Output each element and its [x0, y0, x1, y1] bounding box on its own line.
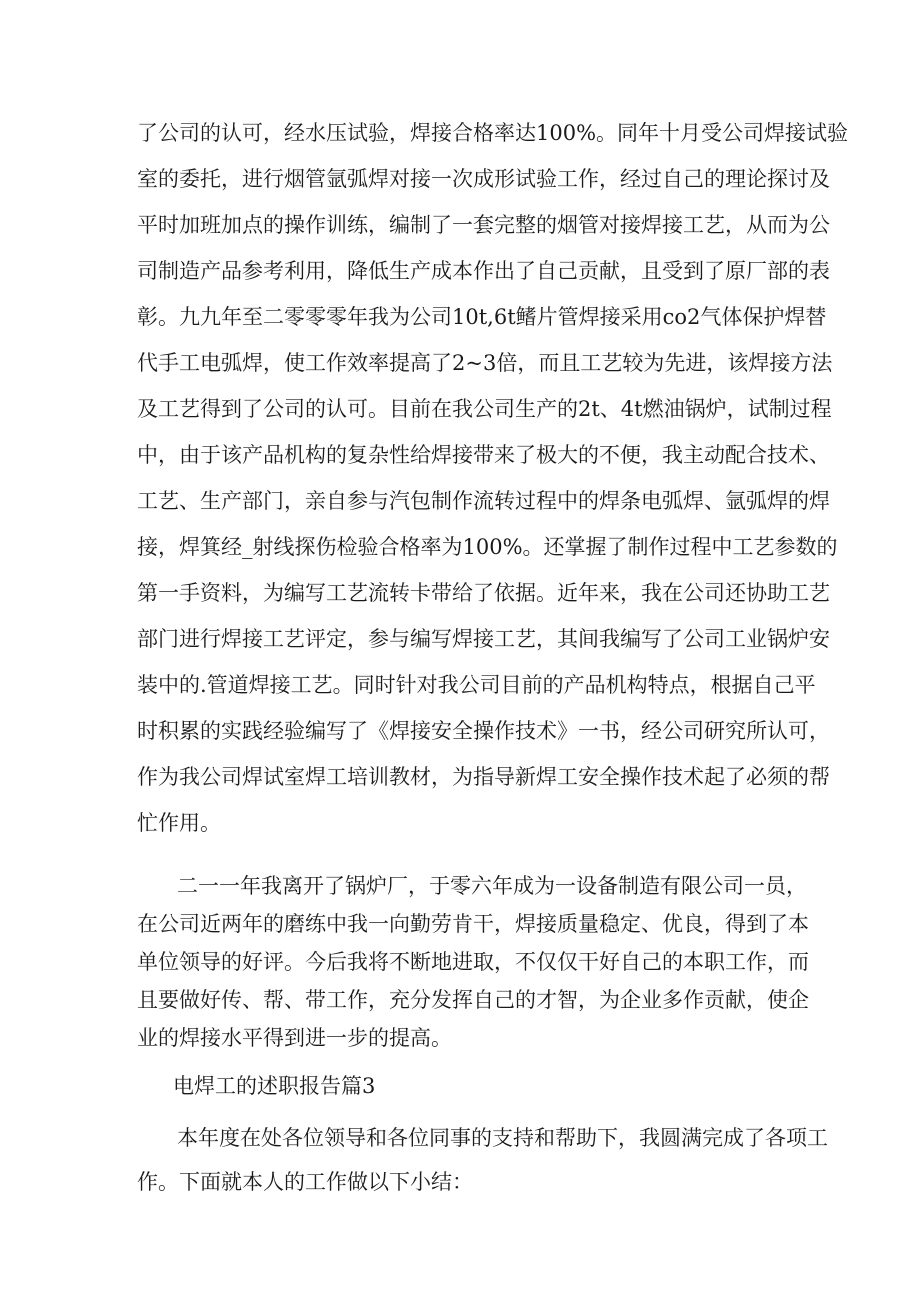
text-line: 接，焊箕经_射线探伤检验合格率为100%。还掌握了制作过程中工艺参数的	[137, 535, 838, 559]
text-line: 业的焊接水平得到进一步的提高。	[137, 1026, 452, 1050]
text-line: 室的委托，进行烟管氩弧焊对接一次成形试验工作，经过自己的理论探讨及	[137, 167, 830, 191]
text-line: 时积累的实践经验编写了《焊接安全操作技术》一书，经公司研究所认可，	[137, 719, 830, 743]
text-line: 司制造产品参考利用，降低生产成本作出了自己贡献，且受到了原厂部的表	[137, 259, 830, 283]
text-line: 部门进行焊接工艺评定，参与编写焊接工艺，其间我编写了公司工业锅炉安	[137, 627, 830, 651]
text-line: 了公司的认可，经水压试验，焊接合格率达100%。同年十月受公司焊接试验	[137, 121, 849, 145]
text-line: 本年度在处各位领导和各位同事的支持和帮助下，我圆满完成了各项工	[177, 1126, 828, 1150]
text-line: 及工艺得到了公司的认可。目前在我公司生产的2t、4t燃油锅炉，试制过程	[137, 397, 832, 421]
text-line: 代手工电弧焊，使工作效率提高了2~3倍，而且工艺较为先进，该焊接方法	[137, 351, 833, 375]
text-line: 工艺、生产部门，亲自参与汽包制作流转过程中的焊条电弧焊、氩弧焊的焊	[137, 489, 830, 513]
text-line: 在公司近两年的磨练中我一向勤劳肯干，焊接质量稳定、优良，得到了本	[137, 912, 809, 936]
text-line: 且要做好传、帮、带工作，充分发挥自己的才智，为企业多作贡献，使企	[137, 988, 809, 1012]
text-line: 装中的.管道焊接工艺。同时针对我公司目前的产品机构特点，根据自己平	[137, 673, 816, 697]
text-line: 彰。九九年至二零零零年我为公司10t,6t鳍片管焊接采用co2气体保护焊替	[137, 305, 827, 329]
text-line: 中，由于该产品机构的复杂性给焊接带来了极大的不便，我主动配合技术、	[137, 443, 830, 467]
text-line: 单位领导的好评。今后我将不断地进取，不仅仅干好自己的本职工作，而	[137, 950, 809, 974]
text-line: 平时加班加点的操作训练，编制了一套完整的烟管对接焊接工艺，从而为公	[137, 213, 830, 237]
text-line: 第一手资料，为编写工艺流转卡带给了依据。近年来，我在公司还协助工艺	[137, 581, 830, 605]
text-line: 二一一年我离开了锅炉厂，于零六年成为一设备制造有限公司一员，	[177, 874, 807, 898]
text-line: 作。下面就本人的工作做以下小结：	[137, 1170, 473, 1194]
section-heading: 电焊工的述职报告篇3	[173, 1074, 376, 1098]
text-line: 作为我公司焊试室焊工培训教材，为指导新焊工安全操作技术起了必须的帮	[137, 765, 830, 789]
text-line: 忙作用。	[137, 811, 221, 835]
